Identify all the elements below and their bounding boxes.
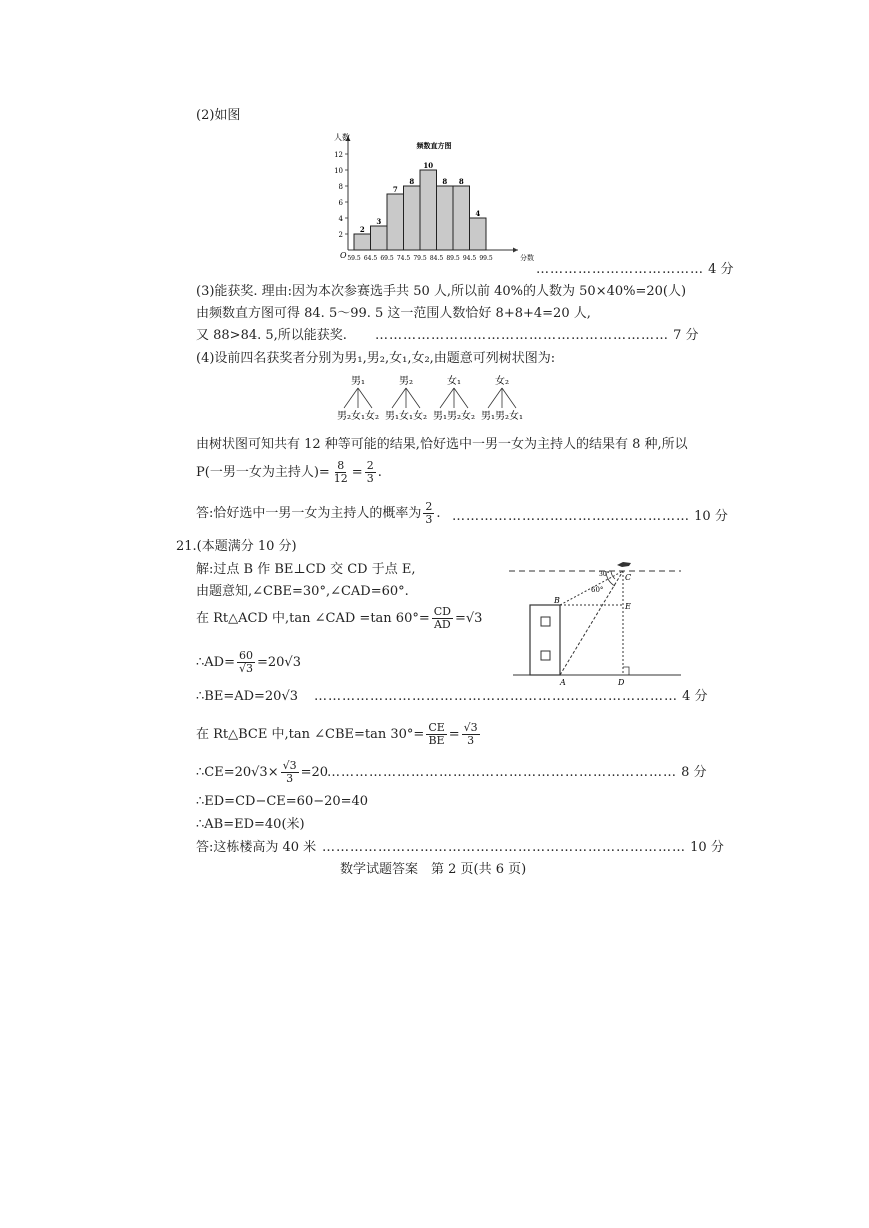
q21-line6 (196, 722, 482, 747)
q21-line2: 由题意知,∠CBE=30°,∠CAD=60°. (196, 584, 409, 599)
l7-num: √3 (282, 759, 297, 772)
window-top (541, 617, 550, 626)
helicopter-icon (617, 562, 631, 567)
part4-score-leader: …………………………………………… 10 分 (452, 509, 728, 524)
tree-branch (358, 388, 372, 408)
tree-root: 女₁ (446, 376, 462, 387)
part2-score-leader: ……………………………… 4 分 (536, 262, 734, 277)
bar-value-label: 8 (442, 177, 448, 186)
prob-end: . (377, 465, 382, 480)
part3-line3: 又 88>84. 5,所以能获奖. (196, 328, 347, 343)
answer-end: . (436, 506, 441, 521)
y-tick-label: 10 (334, 167, 343, 175)
histogram-bar (387, 194, 404, 250)
tree-leaf: 女₂ (364, 411, 380, 422)
l6-den2: 3 (467, 734, 475, 747)
l6-fraction (426, 722, 446, 747)
tree-leaf: 男₂ (494, 411, 510, 422)
histogram-bar (371, 226, 388, 250)
tree-diagram (330, 372, 550, 424)
tree-leaf: 男₁ (480, 411, 496, 422)
l4-fraction (237, 650, 255, 675)
origin-label: O (340, 251, 347, 260)
l7-post: =20 (300, 765, 329, 780)
bar-value-label: 8 (458, 177, 464, 186)
window-bottom (541, 651, 550, 660)
tree-root: 男₂ (398, 376, 414, 387)
building-figure (505, 555, 685, 690)
bar-value-label: 8 (409, 177, 415, 186)
histogram-bar (354, 234, 371, 250)
tree-leaf: 女₁ (398, 411, 414, 422)
q21-line3 (196, 606, 482, 631)
answer-num: 2 (425, 500, 433, 513)
tree-branch (440, 388, 454, 408)
tree-leaf: 男₂ (446, 411, 462, 422)
q21-line1: 解:过点 B 作 BE⊥CD 交 CD 于点 E, (196, 562, 416, 577)
l7-den: 3 (286, 772, 294, 785)
part4-line2: 由树状图可知共有 12 种等可能的结果,恰好选中一男一女为主持人的结果有 8 种,所以 (196, 437, 688, 452)
y-axis-title: 人数 (334, 133, 350, 142)
y-tick-label: 2 (338, 231, 343, 239)
bar-value-label: 7 (392, 185, 398, 194)
tree-branch (344, 388, 358, 408)
right-angle-mark (623, 667, 629, 675)
tree-leaf: 女₂ (460, 411, 476, 422)
histogram-bar (420, 170, 437, 250)
prob-fraction-1 (332, 460, 350, 485)
q21-line5: ∴BE=AD=20√3 (196, 689, 299, 704)
l3-pre: 在 Rt△ACD 中,tan ∠CAD =tan 60°= (196, 611, 430, 626)
q21-header: 21.(本题满分 10 分) (176, 539, 297, 554)
y-tick-label: 4 (338, 215, 343, 223)
part4-score: 10 分 (694, 509, 728, 524)
q21-line7 (196, 760, 328, 785)
bar-value-label: 4 (475, 209, 481, 218)
x-tick-label: 84.5 (429, 255, 444, 262)
chart-title: 频数直方图 (416, 141, 452, 150)
l3-den: AD (433, 618, 451, 631)
tree-root: 女₂ (494, 376, 510, 387)
x-tick-label: 99.5 (479, 255, 493, 262)
l7-fraction (281, 760, 299, 785)
y-tick-label: 8 (338, 183, 343, 191)
l7-pre: ∴CE=20√3× (196, 765, 279, 780)
histogram-bar (437, 186, 454, 250)
x-tick-label: 79.5 (413, 255, 427, 262)
label-D: D (618, 678, 625, 687)
frequency-histogram (322, 128, 532, 268)
q21-l7-leader: ………………………………………………………………… 8 分 (327, 765, 707, 780)
l6-num2: √3 (463, 721, 478, 734)
prob-num2: 2 (366, 459, 374, 472)
histogram-bar (470, 218, 487, 250)
l4-num: 60 (238, 649, 253, 662)
x-axis-title: 分数 (520, 254, 534, 262)
l6-den: BE (428, 734, 445, 747)
answer-den: 3 (425, 513, 433, 526)
x-tick-label: 59.5 (347, 255, 361, 262)
histogram-bar (453, 186, 470, 250)
label-C: C (625, 573, 632, 582)
tree-root: 男₁ (350, 376, 366, 387)
y-tick-label: 6 (338, 199, 343, 207)
x-tick-label: 69.5 (380, 255, 394, 262)
tree-branch (392, 388, 406, 408)
q21-l10-leader: …………………………………………………………………… 10 分 (322, 840, 724, 855)
part3-score-leader: ……………………………………………………… 7 分 (375, 328, 699, 343)
label-B: B (554, 596, 560, 605)
tree-leaf: 女₁ (350, 411, 366, 422)
l6-pre: 在 Rt△BCE 中,tan ∠CBE=tan 30°= (196, 727, 425, 742)
tree-branch (502, 388, 516, 408)
bar-value-label: 2 (359, 225, 365, 234)
prob-den1: 12 (333, 472, 348, 485)
x-tick-label: 64.5 (363, 255, 378, 262)
q21-l7-score: 8 分 (681, 765, 707, 780)
prob-lhs: P(一男一女为主持人)= (196, 465, 330, 480)
l3-num: CD (433, 605, 451, 618)
l4-pre: ∴AD= (196, 655, 235, 670)
l3-fraction (432, 606, 453, 631)
tree-leaf: 男₁ (384, 411, 400, 422)
part3-score: 7 分 (673, 328, 699, 343)
angle30-arc (611, 571, 615, 579)
part3-line1: (3)能获奖. 理由:因为本次参赛选手共 50 人,所以前 40%的人数为 50×40%=20(人) (196, 284, 687, 299)
page-footer: 数学试题答案 第 2 页(共 6 页) (340, 862, 527, 877)
histogram-bar (404, 186, 421, 250)
q21-l5-leader: …………………………………………………………………… 4 分 (314, 689, 708, 704)
l6-eq: = (448, 727, 460, 742)
prob-fraction-2 (365, 460, 376, 485)
part4-line1: (4)设前四名获奖者分别为男₁,男₂,女₁,女₂,由题意可列树状图为: (196, 351, 556, 366)
x-axis-arrow (513, 248, 518, 253)
q21-line8: ∴ED=CD−CE=60−20=40 (196, 794, 369, 809)
tree-branch (406, 388, 420, 408)
tree-branch (454, 388, 468, 408)
part2-score: 4 分 (708, 262, 734, 277)
x-tick-label: 89.5 (446, 255, 460, 262)
q21-line4 (196, 650, 301, 675)
l3-post: =√3 (454, 611, 483, 626)
q21-line10: 答:这栋楼高为 40 米 (196, 840, 317, 855)
probability-formula (196, 460, 382, 485)
q21-l5-score: 4 分 (682, 689, 708, 704)
l4-den: √3 (238, 662, 253, 675)
part2-label: (2)如图 (196, 108, 241, 123)
x-tick-label: 94.5 (462, 255, 477, 262)
tree-leaf: 女₁ (508, 411, 524, 422)
bar-value-label: 10 (423, 161, 434, 170)
tree-branch (488, 388, 502, 408)
y-tick-label: 12 (334, 151, 343, 159)
prob-eq: = (351, 465, 363, 480)
label-angle60: 60° (591, 586, 604, 594)
answer-prefix: 答:恰好选中一男一女为主持人的概率为 (196, 506, 422, 521)
bar-value-label: 3 (376, 217, 382, 226)
l6-fraction-2 (462, 722, 480, 747)
tree-leaf: 男₂ (336, 411, 352, 422)
label-E: E (625, 602, 631, 611)
building (530, 605, 560, 675)
label-angle30: 30° (599, 571, 610, 578)
x-tick-label: 74.5 (396, 255, 411, 262)
label-A: A (560, 678, 566, 687)
q21-line9: ∴AB=ED=40(米) (196, 817, 305, 832)
l4-post: =20√3 (257, 655, 301, 670)
l6-num: CE (428, 721, 445, 734)
tree-leaf: 女₂ (412, 411, 428, 422)
prob-num1: 8 (337, 459, 345, 472)
tree-leaf: 男₁ (432, 411, 448, 422)
prob-den2: 3 (366, 472, 374, 485)
part4-answer (196, 501, 441, 526)
answer-fraction (423, 501, 434, 526)
q21-l10-score: 10 分 (690, 840, 724, 855)
part3-line2: 由频数直方图可得 84. 5～99. 5 这一范围人数恰好 8+8+4=20 人, (196, 306, 591, 321)
